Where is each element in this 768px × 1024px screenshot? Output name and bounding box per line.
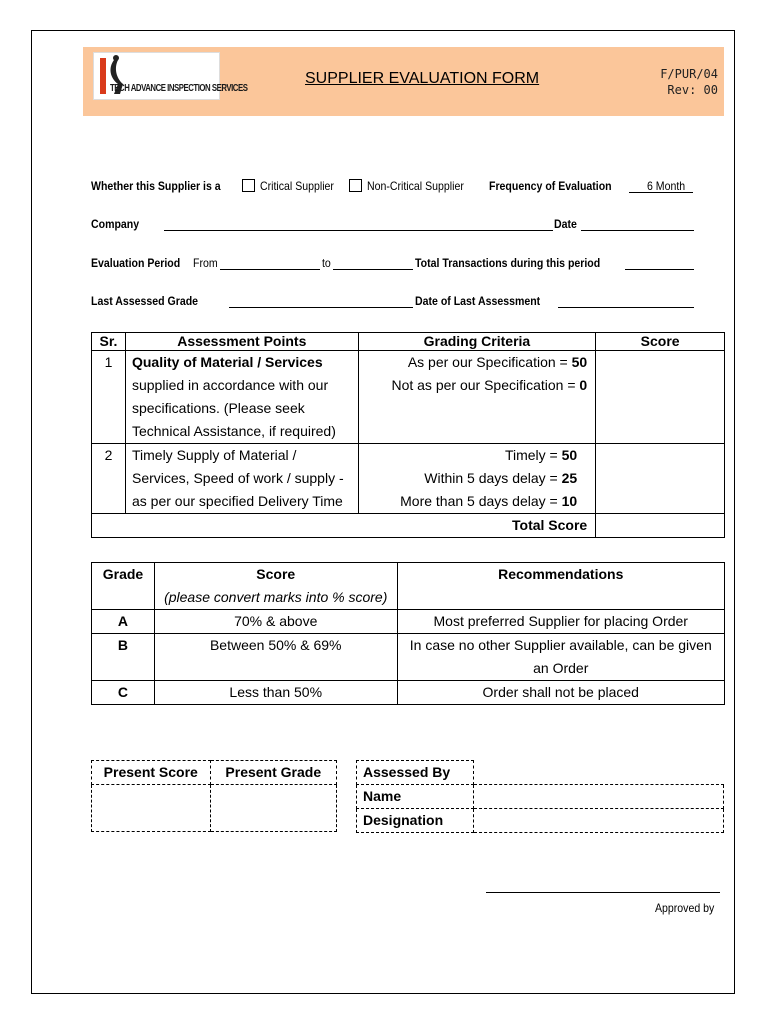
- row-1-score-cell[interactable]: [596, 351, 725, 444]
- total-score-label: Total Score: [92, 514, 596, 538]
- noncritical-supplier-checkbox[interactable]: [349, 179, 362, 192]
- frequency-value[interactable]: 6 Month: [647, 179, 686, 193]
- form-number: F/PUR/04: [660, 67, 718, 81]
- row-1-point-line: specifications. (Please seek: [131, 400, 305, 416]
- last-grade-field[interactable]: [229, 307, 413, 308]
- form-code: [660, 66, 718, 98]
- name-label: Name: [357, 785, 474, 809]
- present-grade-label: Present Grade: [210, 761, 336, 785]
- from-label: From: [193, 256, 218, 270]
- score-note: (please convert marks into % score): [164, 589, 388, 605]
- grading-header-row: [92, 563, 725, 610]
- present-score-label: Present Score: [92, 761, 211, 785]
- header-score: Score: [596, 333, 725, 351]
- criteria-line: As per our Specification = 50: [407, 354, 588, 370]
- grade-a-recommendation: Most preferred Supplier for placing Order: [397, 610, 725, 634]
- date-label: Date: [554, 217, 577, 231]
- assessment-row-timeliness: [92, 444, 725, 514]
- designation-label: Designation: [357, 809, 474, 833]
- criteria-line: Timely = 50: [504, 447, 578, 463]
- critical-supplier-checkbox[interactable]: [242, 179, 255, 192]
- row-1-criteria: [358, 351, 596, 444]
- grade-row-a: [92, 610, 725, 634]
- header-grade: Grade: [92, 563, 155, 610]
- row-2-score-cell[interactable]: [596, 444, 725, 514]
- present-grade-field[interactable]: [210, 785, 336, 832]
- last-assessment-date-label: Date of Last Assessment: [415, 294, 541, 308]
- assessment-row-quality: [92, 351, 725, 444]
- total-transactions-label: Total Transactions during this period: [415, 256, 601, 270]
- approval-signature-line[interactable]: [486, 892, 720, 893]
- total-score-cell[interactable]: [596, 514, 725, 538]
- total-score-row: [92, 514, 725, 538]
- logo-text: TECH ADVANCE INSPECTION SERVICES: [110, 83, 248, 94]
- row-2-criteria: [358, 444, 596, 514]
- assessed-by-spacer: [473, 761, 723, 785]
- grade-c: C: [92, 681, 155, 705]
- grade-b-recommendation: In case no other Supplier available, can be given an Order: [397, 634, 725, 681]
- grading-table: [91, 562, 725, 705]
- grade-b-score: Between 50% & 69%: [154, 634, 397, 681]
- form-title: SUPPLIER EVALUATION FORM: [305, 70, 540, 87]
- row-1-point-line: supplied in accordance with our: [131, 377, 329, 393]
- row-1-point-title: Quality of Material / Services: [131, 354, 323, 370]
- frequency-label: Frequency of Evaluation: [489, 179, 612, 193]
- grade-b: B: [92, 634, 155, 681]
- assessed-by-label: Assessed By: [357, 761, 474, 785]
- grade-row-b: [92, 634, 725, 681]
- total-transactions-field[interactable]: [625, 269, 694, 270]
- header-sr: Sr.: [92, 333, 126, 351]
- header-score-range: Score (please convert marks into % score): [154, 563, 397, 610]
- from-field[interactable]: [220, 269, 320, 270]
- criteria-line: Within 5 days delay = 25: [424, 470, 578, 486]
- critical-supplier-label: Critical Supplier: [260, 179, 334, 193]
- date-field[interactable]: [581, 230, 694, 231]
- last-grade-label: Last Assessed Grade: [91, 294, 199, 308]
- grade-c-recommendation: Order shall not be placed: [397, 681, 725, 705]
- approved-by-label: Approved by: [655, 901, 715, 915]
- row-2-point-line: as per our specified Delivery Time: [131, 493, 343, 509]
- grade-c-score: Less than 50%: [154, 681, 397, 705]
- present-score-field[interactable]: [92, 785, 211, 832]
- row-1-point-line: Technical Assistance, if required): [131, 423, 336, 439]
- to-field[interactable]: [333, 269, 413, 270]
- row-1-sr: 1: [92, 351, 126, 444]
- row-2-point-line: Timely Supply of Material /: [131, 447, 297, 463]
- row-2-point: [125, 444, 358, 514]
- last-assessment-date-field[interactable]: [558, 307, 694, 308]
- assessment-header-row: [92, 333, 725, 351]
- header-grading-criteria: Grading Criteria: [358, 333, 596, 351]
- assessment-table: [91, 332, 725, 538]
- row-2-point-line: Services, Speed of work / supply -: [131, 470, 344, 486]
- company-label: Company: [91, 217, 140, 231]
- grade-row-c: [92, 681, 725, 705]
- to-label: to: [322, 256, 331, 270]
- supplier-type-label: Whether this Supplier is a: [91, 179, 221, 193]
- designation-field[interactable]: [473, 809, 723, 833]
- name-field[interactable]: [473, 785, 723, 809]
- grade-a: A: [92, 610, 155, 634]
- criteria-line: Not as per our Specification = 0: [391, 377, 588, 393]
- eval-period-label: Evaluation Period: [91, 256, 181, 270]
- form-revision: Rev: 00: [667, 83, 718, 97]
- present-score-grade-box: [91, 760, 337, 832]
- criteria-line: More than 5 days delay = 10: [400, 493, 578, 509]
- header-recommendations: Recommendations: [397, 563, 725, 610]
- row-1-point: [125, 351, 358, 444]
- row-2-sr: 2: [92, 444, 126, 514]
- assessed-by-box: [356, 760, 724, 833]
- grade-a-score: 70% & above: [154, 610, 397, 634]
- noncritical-supplier-label: Non-Critical Supplier: [367, 179, 464, 193]
- header-assessment-points: Assessment Points: [125, 333, 358, 351]
- company-logo: [93, 52, 248, 100]
- company-field[interactable]: [164, 230, 553, 231]
